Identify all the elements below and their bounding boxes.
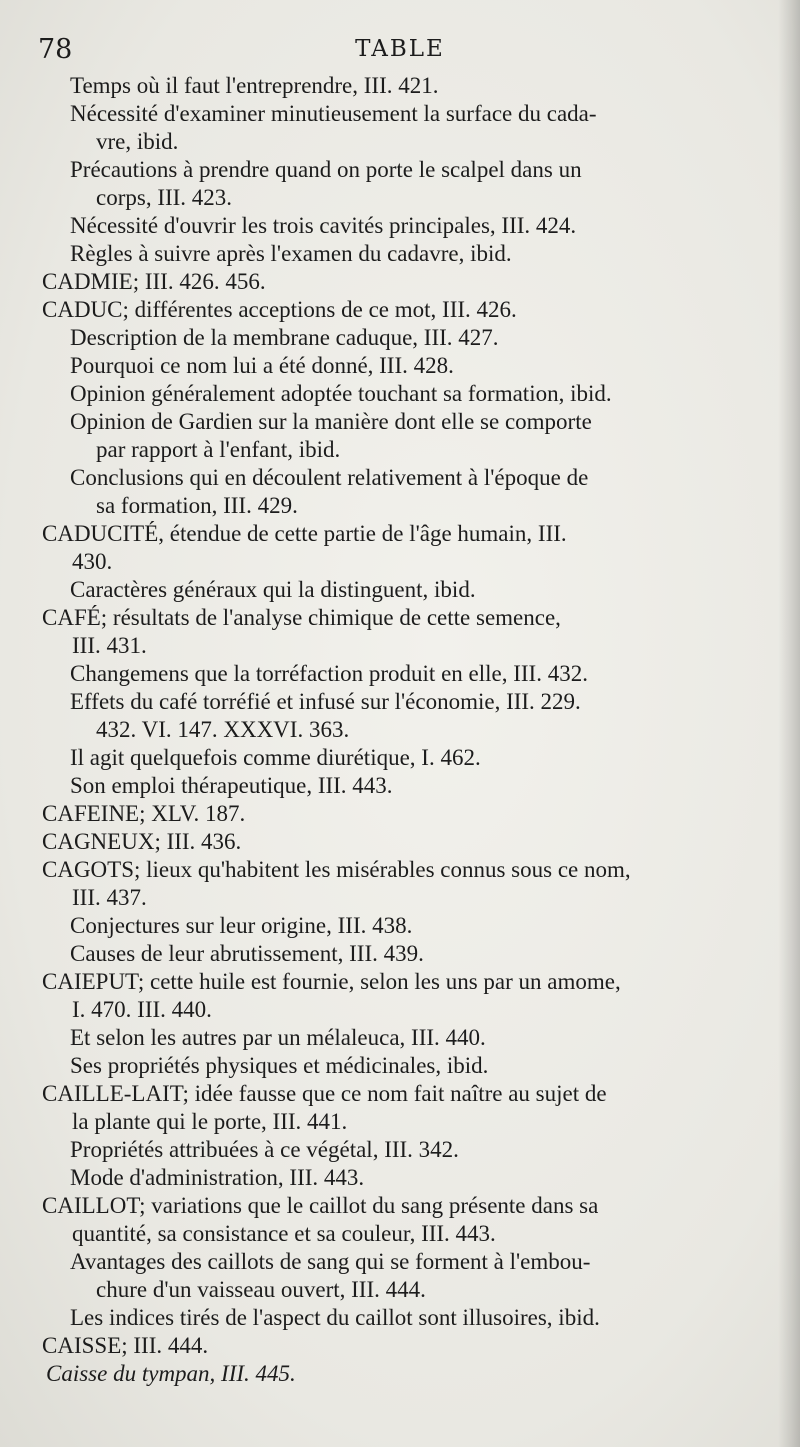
index-line-42: quantité, sa consistance et sa couleur, III. 443.	[72, 1221, 496, 1246]
index-line-47: Caisse du tympan, III. 445.	[46, 1361, 296, 1386]
index-line-11: Pourquoi ce nom lui a été donné, III. 428.	[70, 353, 454, 378]
index-line-3: vre, ibid.	[96, 129, 179, 154]
index-line-36: Ses propriétés physiques et médicinales, ibid.	[70, 1053, 489, 1078]
index-line-19: Caractères généraux qui la distinguent, ibid.	[70, 577, 476, 602]
index-line-28: CAGNEUX; III. 436.	[42, 829, 242, 854]
index-line-18: 430.	[72, 549, 113, 574]
index-line-33: CAIEPUT; cette huile est fournie, selon les uns par un amome,	[42, 969, 621, 994]
index-line-34: I. 470. III. 440.	[72, 997, 212, 1022]
index-line-35: Et selon les autres par un mélaleuca, III. 440.	[70, 1025, 486, 1050]
index-line-41: CAILLOT; variations que le caillot du sang présente dans sa	[42, 1193, 599, 1218]
index-line-45: Les indices tirés de l'aspect du caillot sont illusoires, ibid.	[70, 1305, 600, 1330]
page-number: 78	[38, 34, 73, 65]
index-line-8: CADMIE; III. 426. 456.	[42, 269, 266, 294]
index-line-29: CAGOTS; lieux qu'habitent les misérables connus sous ce nom,	[42, 857, 631, 882]
index-line-22: Changemens que la torréfaction produit en elle, III. 432.	[70, 661, 588, 686]
index-line-12: Opinion généralement adoptée touchant sa formation, ibid.	[70, 381, 612, 406]
index-line-16: sa formation, III. 429.	[96, 493, 298, 518]
index-line-37: CAILLE-LAIT; idée fausse que ce nom fait naître au sujet de	[42, 1081, 607, 1106]
index-line-4: Précautions à prendre quand on porte le scalpel dans un	[70, 157, 582, 182]
index-line-44: chure d'un vaisseau ouvert, III. 444.	[96, 1277, 426, 1302]
index-line-15: Conclusions qui en découlent relativement à l'époque de	[70, 465, 589, 490]
index-line-6: Nécessité d'ouvrir les trois cavités principales, III. 424.	[70, 213, 577, 238]
index-line-5: corps, III. 423.	[96, 185, 233, 210]
index-line-38: la plante qui le porte, III. 441.	[72, 1109, 348, 1134]
index-line-10: Description de la membrane caduque, III. 427.	[70, 325, 499, 350]
index-line-46: CAISSE; III. 444.	[42, 1333, 209, 1358]
index-line-1: Temps où il faut l'entreprendre, III. 421.	[70, 73, 439, 98]
index-line-27: CAFEINE; XLV. 187.	[42, 801, 246, 826]
index-line-21: III. 431.	[72, 633, 147, 658]
index-line-9: CADUC; différentes acceptions de ce mot, III. 426.	[42, 297, 517, 322]
index-line-14: par rapport à l'enfant, ibid.	[96, 437, 341, 462]
index-line-17: CADUCITÉ, étendue de cette partie de l'âge humain, III.	[42, 521, 567, 546]
index-line-31: Conjectures sur leur origine, III. 438.	[70, 913, 413, 938]
index-list	[0, 72, 800, 1388]
index-line-23: Effets du café torréfié et infusé sur l'économie, III. 229.	[70, 689, 581, 714]
index-line-25: Il agit quelquefois comme diurétique, I. 462.	[70, 745, 481, 770]
index-line-13: Opinion de Gardien sur la manière dont elle se comporte	[70, 409, 592, 434]
index-line-20: CAFÉ; résultats de l'analyse chimique de cette semence,	[42, 605, 561, 630]
index-line-2: Nécessité d'examiner minutieusement la surface du cada-	[70, 101, 597, 126]
index-line-7: Règles à suivre après l'examen du cadavre, ibid.	[70, 241, 512, 266]
index-line-40: Mode d'administration, III. 443.	[70, 1165, 365, 1190]
running-title: TABLE	[355, 36, 445, 62]
index-line-30: III. 437.	[72, 885, 147, 910]
index-line-24: 432. VI. 147. XXXVI. 363.	[96, 717, 350, 742]
index-line-43: Avantages des caillots de sang qui se forment à l'embou-	[70, 1249, 591, 1274]
index-line-32: Causes de leur abrutissement, III. 439.	[70, 941, 424, 966]
index-line-39: Propriétés attribuées à ce végétal, III. 342.	[70, 1137, 459, 1162]
index-line-26: Son emploi thérapeutique, III. 443.	[70, 773, 393, 798]
